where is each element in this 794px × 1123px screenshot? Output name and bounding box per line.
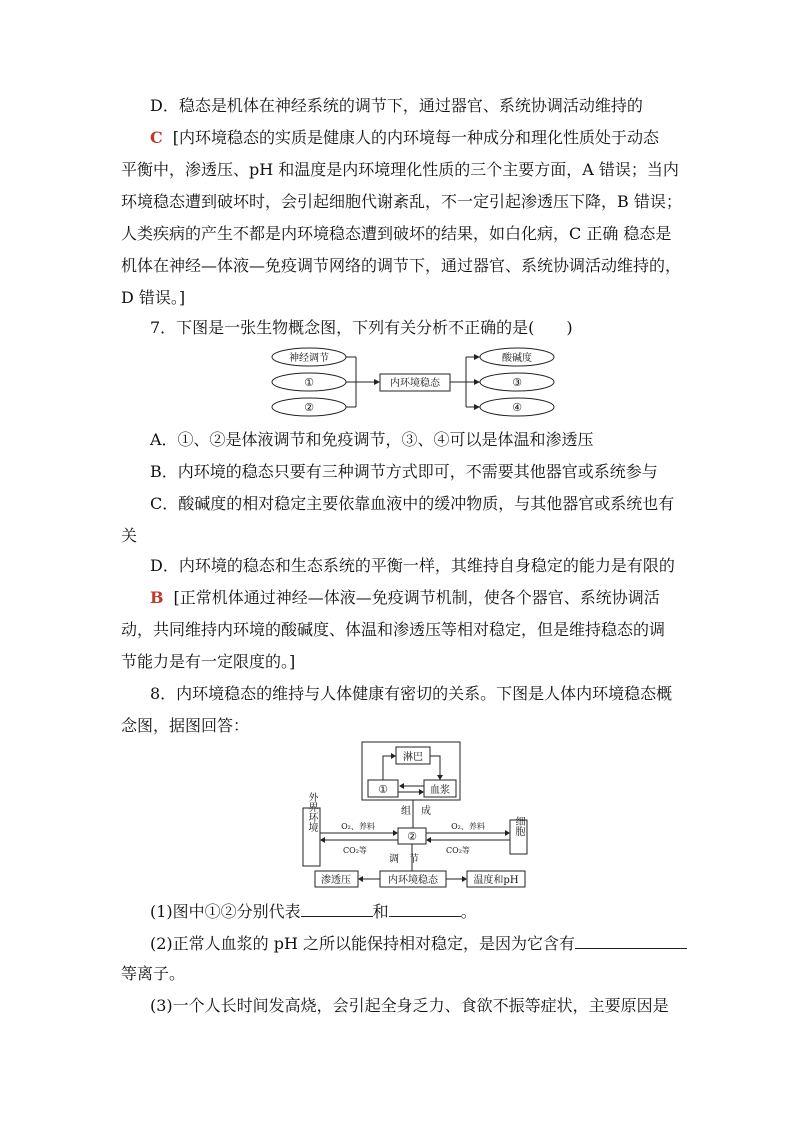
q7-left-bracket bbox=[346, 357, 374, 407]
q8-composition-label: 组 成 bbox=[401, 806, 431, 817]
q6-explanation-line-2: 平衡中，渗透压、pH 和温度是内环境理化性质的三个主要方面，A 错误；当内 bbox=[121, 160, 679, 179]
q7-right-arrowhead-1 bbox=[474, 354, 480, 360]
q7-left-arrowhead bbox=[374, 379, 380, 385]
q6-explanation-line-1: C [内环境稳态的实质是健康人的内环境每一种成分和理化性质处于动态 bbox=[150, 128, 659, 147]
q8-lymph-label: 淋巴 bbox=[403, 752, 423, 763]
q8-sub-question-2-continued: 等离子。 bbox=[121, 964, 186, 983]
q6-explanation-line-4: 人类疾病的产生不都是内环境稳态遭到破坏的结果，如白化病，C 正确 稳态是 bbox=[121, 224, 672, 243]
q7-answer: B bbox=[150, 588, 164, 607]
q7-right-label-1: 酸碱度 bbox=[502, 353, 532, 364]
q7-stem: 7．下图是一张生物概念图，下列有关分析不正确的是( ) bbox=[150, 318, 573, 337]
q6-explanation-line-5: 机体在神经—体液—免疫调节网络的调节下，通过器官、系统协调活动维持的， bbox=[121, 256, 682, 275]
q8-co2-left-label: CO₂等 bbox=[343, 846, 367, 855]
q8-regulate-label: 调 节 bbox=[389, 854, 419, 865]
q8-sub-question-2: (2)正常人血浆的 pH 之所以能保持相对稳定，是因为它含有 bbox=[150, 934, 676, 954]
q8-node-1-label: ① bbox=[378, 783, 388, 796]
q8-outside-label: 外界环境 bbox=[306, 792, 317, 832]
q8-arrow-node1-to-lymph bbox=[383, 756, 396, 780]
q7-right-label-2: ③ bbox=[512, 376, 522, 389]
q8-cell-label: 细胞 bbox=[513, 816, 524, 836]
q7-right-arrowhead-2 bbox=[474, 379, 480, 385]
q8-osmotic-label: 渗透压 bbox=[321, 875, 351, 886]
q6-explanation-line-3: 环境稳态遭到破坏时，会引起细胞代谢紊乱，不一定引起渗透压下降，B 错误； bbox=[121, 192, 682, 211]
q7-left-label-1: 神经调节 bbox=[289, 353, 329, 364]
q7-explanation-line-1: B [正常机体通过神经—体液—免疫调节机制，使各个器官、系统协调活 bbox=[150, 588, 660, 607]
q7-option-d: D．内环境的稳态和生态系统的平衡一样，其维持自身稳定的能力是有限的 bbox=[150, 556, 675, 575]
q7-explanation-line-2: 动，共同维持内环境的酸碱度、体温和渗透压等相对稳定，但是维持稳态的调 bbox=[121, 620, 666, 639]
q7-left-label-2: ① bbox=[304, 376, 314, 389]
q7-right-arrowhead-3 bbox=[474, 404, 480, 410]
q7-option-c-continued: 关 bbox=[121, 526, 138, 545]
q8-sub-question-1: (1)图中①②分别代表 和 。 bbox=[150, 902, 477, 921]
q7-concept-diagram bbox=[268, 344, 570, 418]
q8-co2-right-label: CO₂等 bbox=[446, 846, 470, 855]
q8-sub-question-3: (3)一个人长时间发高烧，会引起全身乏力、食欲不振等症状，主要原因是 bbox=[150, 996, 669, 1015]
q7-left-label-3: ② bbox=[304, 401, 314, 414]
q6-answer: C bbox=[150, 128, 163, 147]
q7-center-label: 内环境稳态 bbox=[390, 378, 440, 389]
q8-stem-line-1: 8．内环境稳态的维持与人体健康有密切的关系。下图是人体内环境稳态概 bbox=[150, 684, 673, 703]
q6-explanation-line-6: D 错误。] bbox=[121, 288, 186, 307]
q8-o2-right-label: O₂、养料 bbox=[451, 822, 485, 831]
q8-plasma-label: 血浆 bbox=[430, 785, 450, 796]
q7-right-label-3: ④ bbox=[512, 401, 522, 414]
q7-option-c: C．酸碱度的相对稳定主要依靠血液中的缓冲物质，与其他器官或系统也有 bbox=[150, 494, 675, 513]
q7-option-b: B．内环境的稳态只要有三种调节方式即可，不需要其他器官或系统参与 bbox=[150, 462, 658, 481]
q8-homeostasis-label: 内环境稳态 bbox=[388, 875, 438, 886]
q6-option-d: D．稳态是机体在神经系统的调节下，通过器官、系统协调活动维持的 bbox=[150, 96, 643, 115]
q8-concept-diagram bbox=[300, 740, 530, 890]
q8-node-2-label: ② bbox=[407, 830, 417, 843]
q8-temp-ph-label: 温度和pH bbox=[473, 875, 519, 886]
q7-option-a: A．①、②是体液调节和免疫调节，③、④可以是体温和渗透压 bbox=[150, 430, 594, 449]
q8-blank-1[interactable] bbox=[301, 902, 373, 917]
q8-o2-left-label: O₂、养料 bbox=[341, 822, 375, 831]
q7-explanation-line-3: 节能力是有一定限度的。] bbox=[121, 652, 296, 671]
q8-blank-2[interactable] bbox=[389, 902, 461, 917]
q8-stem-line-2: 念图，据图回答： bbox=[121, 716, 250, 735]
q8-blank-3[interactable] bbox=[575, 934, 687, 949]
